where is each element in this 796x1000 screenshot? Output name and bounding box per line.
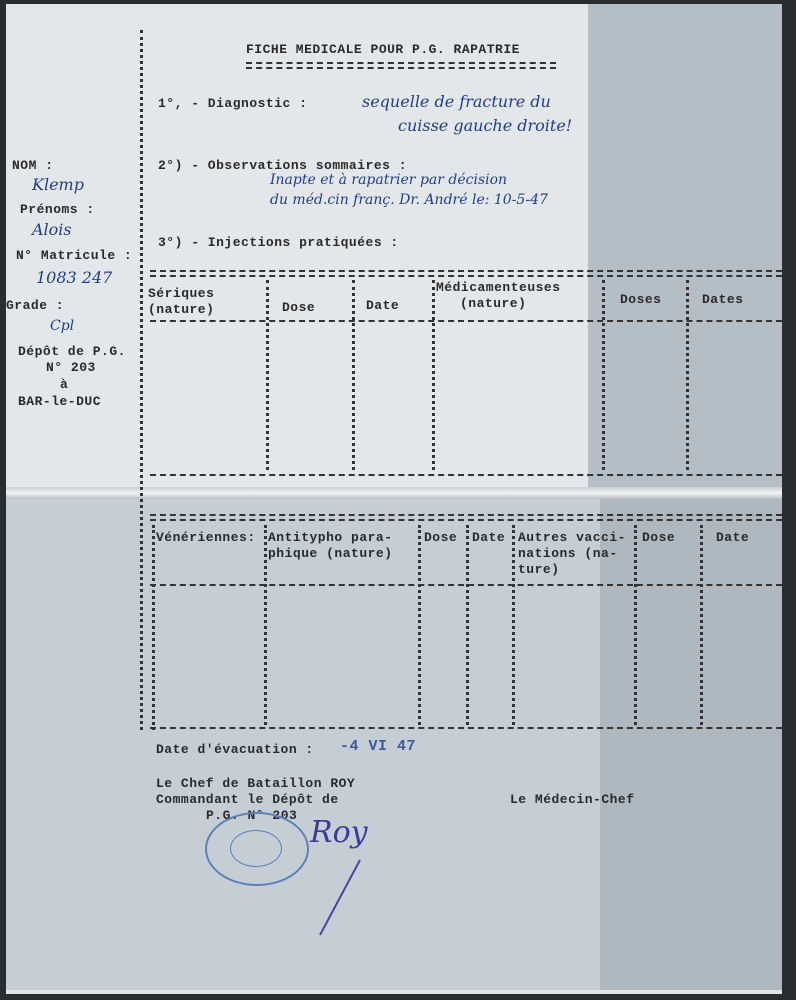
table2-col-sep-2 — [418, 525, 421, 725]
table2-col-sep-6 — [700, 525, 703, 725]
table2-top-line — [150, 514, 782, 516]
table2-col-sep-5 — [634, 525, 637, 725]
table1-col-sep-5 — [686, 280, 689, 470]
table2-bottom-line — [150, 727, 782, 729]
table2-h-veneriennes: Vénériennes: — [156, 530, 256, 545]
table1-h-date: Date — [366, 298, 400, 313]
table2-h-dose-2: Dose — [642, 530, 676, 545]
table1-h-dose: Dose — [282, 300, 316, 315]
table1-col-sep-2 — [352, 280, 355, 470]
evacuation-date-stamp: -4 VI 47 — [340, 738, 417, 755]
paper-shadow-right — [588, 4, 782, 489]
medecin-chef-label: Le Médecin-Chef — [510, 792, 635, 807]
official-stamp-inner — [230, 830, 282, 867]
table1-top-line-2 — [150, 275, 782, 277]
table2-h-antitypho-2: phique (nature) — [268, 546, 393, 561]
chef-line-1: Le Chef de Bataillon ROY — [156, 776, 356, 791]
table2-col-sep-3 — [466, 525, 469, 725]
observations-answer-1: Inapte et à rapatrier par décision — [270, 172, 508, 188]
observations-label: 2°) - Observations sommaires : — [158, 158, 408, 173]
table2-left-border — [152, 525, 155, 730]
matricule-label: N° Matricule : — [16, 248, 133, 263]
depot-a: à — [60, 377, 69, 392]
injections-label: 3°) - Injections pratiquées : — [158, 235, 399, 250]
title-underline — [246, 62, 556, 64]
diagnostic-label: 1°, - Diagnostic : — [158, 96, 308, 111]
depot-number: N° 203 — [46, 360, 96, 375]
table1-h-med-nature: (nature) — [460, 296, 527, 311]
table2-h-date-2: Date — [716, 530, 750, 545]
nom-label: NOM : — [12, 158, 54, 173]
grade-value: Cpl — [50, 318, 75, 334]
table2-col-sep-4 — [512, 525, 515, 725]
table1-h-medicamenteuses: Médicamenteuses — [436, 280, 561, 295]
nom-value: Klemp — [32, 175, 84, 194]
grade-label: Grade : — [6, 298, 65, 313]
observations-answer-2: du méd.cin franç. Dr. André le: 10-5-47 — [270, 192, 548, 208]
evacuation-label: Date d'évacuation : — [156, 742, 314, 757]
left-column-separator — [140, 30, 143, 730]
title-underline-2 — [246, 67, 556, 69]
table1-h-dates: Dates — [702, 292, 744, 307]
table2-h-autres-3: ture) — [518, 562, 560, 577]
chef-line-3: P.G. N° 203 — [206, 808, 298, 823]
table1-top-line — [150, 270, 782, 272]
table2-h-antitypho: Antitypho para- — [268, 530, 393, 545]
diagnostic-answer-1: sequelle de fracture du — [362, 92, 551, 111]
paper-shadow-bottom-right — [600, 498, 782, 990]
chef-line-2: Commandant le Dépôt de — [156, 792, 339, 807]
table2-col-sep-1 — [264, 525, 267, 725]
table2-h-autres: Autres vacci- — [518, 530, 626, 545]
table1-col-sep-1 — [266, 280, 269, 470]
prenoms-label: Prénoms : — [20, 202, 95, 217]
matricule-value: 1083 247 — [36, 268, 113, 287]
table2-h-dose: Dose — [424, 530, 458, 545]
signature-roy: Roy — [310, 815, 368, 850]
table1-col-sep-3 — [432, 280, 435, 470]
diagnostic-answer-2: cuisse gauche droite! — [398, 116, 573, 135]
form-title: FICHE MEDICALE POUR P.G. RAPATRIE — [246, 42, 520, 57]
depot-label: Dépôt de P.G. — [18, 344, 126, 359]
table1-col-sep-4 — [602, 280, 605, 470]
table2-h-autres-2: nations (na- — [518, 546, 618, 561]
signature-stroke — [300, 850, 390, 940]
depot-city: BAR-le-DUC — [18, 394, 102, 409]
table1-h-seriques: Sériques — [148, 286, 215, 301]
table2-h-date: Date — [472, 530, 506, 545]
paper-fold — [6, 487, 782, 499]
table2-top-line-2 — [150, 519, 782, 521]
table1-h-doses: Doses — [620, 292, 662, 307]
table1-h-seriques-nature: (nature) — [148, 302, 215, 317]
table1-bottom-line — [150, 474, 782, 476]
prenoms-value: Alois — [32, 220, 72, 239]
